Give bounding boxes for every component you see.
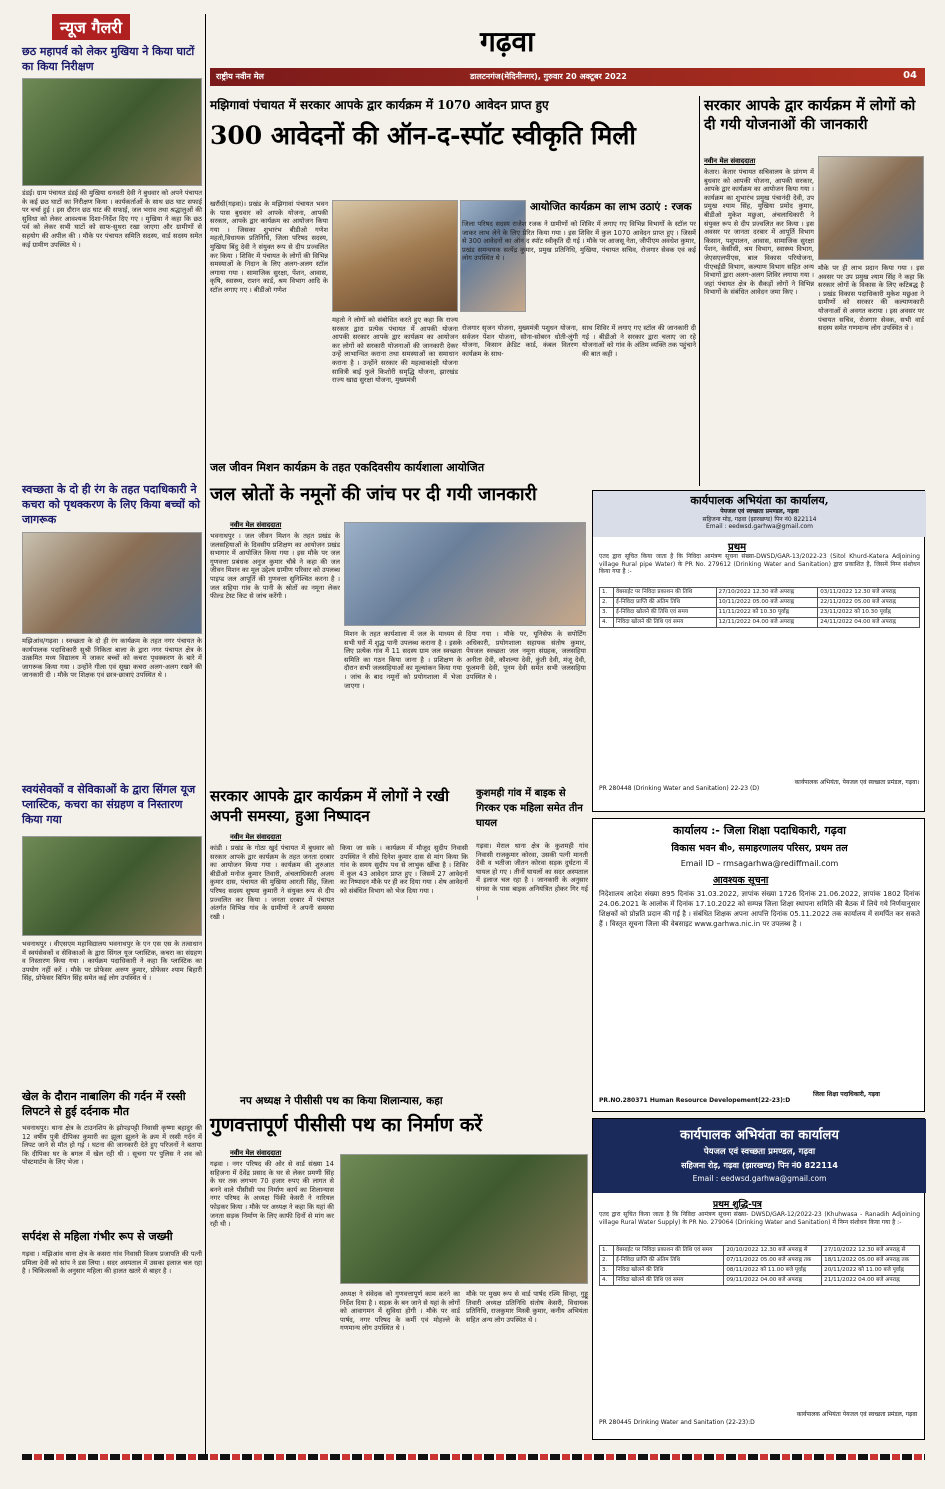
table-cell: 20/10/2022 12.30 बजे अपराह्न से [724, 1246, 822, 1256]
table-cell: ई-निविदा खोलने की तिथि एवं समय [614, 608, 717, 618]
table-cell: 08/11/2022 को 11.00 बजे पूर्वाह्न [724, 1266, 822, 1276]
column-divider [205, 14, 206, 1454]
notice-pr: PR 280445 Drinking Water and Sanitation (22-23):D [599, 1419, 755, 1426]
right-story-headline: सरकार आपके द्वार कार्यक्रम में लोगों को दी गयी योजनाओं की जानकारी [704, 97, 916, 133]
footer-stripe [22, 1454, 925, 1460]
table-cell: वेबसाईट पर निविदा प्रकाशन की तिथि एवं समय [614, 1246, 724, 1256]
table-row [600, 618, 920, 628]
lead-story [210, 96, 699, 452]
notice-text: एतद द्वारा सूचित किया जाता है कि निविदा आमंत्रण सूचना संख्या- DWSD/GAR-12/2022-23 (Khuhwasa - Ranadih Adjoining village Rural Water Supply) के PR No. 279064 (Drinking Water and Sanitation) में निम्न संशोधन किया गया है :- [599, 1211, 922, 1226]
jal-column: दिया गया । मौके पर, यूनिसेफ के सपोर्टिंग अधिकारी, प्रयोगशाला सहायक संतोष कुमार, पेयजल स्वच्छता जल नमूना संग्रहक, जलसहिया अनीता देवी, कौशल्या देवी, कुंती देवी, मंजू देवी, फूलमनी देवी, पूनम देवी समेत सभी जलसहिया उपस्थित थे । [466, 630, 589, 681]
notice-sub: पेयजल एवं स्वच्छता प्रमण्डल, गढ़वा [720, 508, 799, 515]
jal-column: भवनाथपुर । जल जीवन मिशन के तहत प्रखंड के जलसहियाओं के दिवसीय प्रशिक्षण का आयोजन प्रखंड सभागार में आयोजित किया गया । इस मौके पर जल गुणवत्ता प्रबंधक अनुज कुमार चौबे ने कहा की जल जीवन मिशन का मूल उद्देश्य ग्रामीण परिवार को उपलब्ध पाइप्ड जल आपूर्ति की गुणवत्ता सुनिश्चित करना है । जल सहिया गांव के पानी के स्रोतों का नमूना लेकर फील्ड टेस्ट किट से जांच करेंगी । [210, 532, 343, 601]
sub-body: जिला परिषद सदस्य राजेश रजक ने ग्रामीणों को शिविर में लगाए गए विभिन्न विभागों के स्टॉल पर जाकर लाभ लेने के लिए प्रेरित किया गया । इस शिविर में कुल 1070 आवेदन प्राप्त हुए । जिसमें से 300 आवेदनों का ऑन द स्पॉट स्वीकृति दी गई । मौके पर आजसू नेता, जीपीएम अवधेश कुमार, प्रखंड समन्वयक सत्येंद्र कुमार, प्रमुख प्रतिनिधि, मुखिया, पंचायत सचिव, रोजगार सेवक एवं कई लोग उपस्थित थे । [462, 220, 699, 263]
table-cell: 1. [600, 1246, 614, 1256]
table-cell: 4. [600, 618, 614, 628]
table-cell: निविदा खोलने की तिथि एवं समय [614, 618, 717, 628]
bike-body: गढ़वा। मेराल थाना क्षेत्र के कुशमही गांव निवासी राजकुमार कोरवा, उसकी पत्नी मानती देवी व भतीजा जीतन कोरवा सड़क दुर्घटना में घायल हो गए । तीनों घायलों का सदर अस्पताल में इलाज चल रहा है । जानकारी के अनुसार संगवा के पास बाइक अनियंत्रित होकर गिर गई । [476, 842, 591, 902]
sarkar-headline: सरकार आपके द्वार कार्यक्रम में लोगों ने रखी अपनी समस्या, हुआ निष्पादन [210, 787, 449, 825]
lead-headline: 300 आवेदनों की ऑन-द-स्पॉट स्वीकृति मिली [210, 121, 636, 150]
story-photo [22, 532, 202, 634]
story-body: डंडई। ग्राम पंचायत डंडई की मुखिया धनवती देवी ने बुधवार को अपने पंचायत के कई छठ घाटों का निरीक्षण किया । कार्यकर्ताओं के साथ छठ घाट सफाई पर चर्चा हुई । इस दौरान छठ घाट की सफाई, जल भराव तथा श्रद्धालुओं की सुविधा को लेकर आवश्यक दिशा-निर्देश दिए गए । मुखिया ने कहा कि छठ पर्व को लेकर सभी घाटों को साफ-सुथरा रखा जाएगा और ग्रामीणों से सहयोग की अपील की । मौके पर पंचायत समिति सदस्य, वार्ड सदस्य समेत कई ग्रामीण उपस्थित थे । [22, 189, 205, 249]
jal-kicker: जल जीवन मिशन कार्यक्रम के तहत एकदिवसीय कार्यशाला आयोजित [210, 461, 485, 474]
notice-signatory: कार्यपालक अभियंता, पेयजल एवं स्वच्छता प्रमंडल, गढ़वा। [794, 779, 920, 786]
table-cell: 3. [600, 1266, 614, 1276]
table-cell: 1. [600, 588, 614, 598]
table-cell: 18/11/2022 05.00 बजे अपराह्न तक [822, 1256, 920, 1266]
jal-headline: जल स्रोतों के नमूनों की जांच पर दी गयी जानकारी [210, 484, 537, 505]
notice-signatory: जिला शिक्षा पदाधिकारी, गढ़वा [813, 1091, 880, 1098]
notice-email: Email : eedwsd.garhwa@gmail.com [692, 1174, 827, 1183]
table-cell: 12/11/2022 04.00 बजे अपराह्न [716, 618, 818, 628]
pcc-column: गढ़वा । नगर परिषद की ओर से वार्ड संख्या 14 सहिजना में देवेंद्र प्रसाद के घर से लेकर प्रमणी सिंह के घर तक लगभग 70 हजार रुपए की लागत से बनने वाले पीसीसी पथ निर्माण कार्य का शिलान्यास नगर परिषद के अध्यक्ष पिंकी केसरी ने नारियल फोड़कर किया । मौके पर अध्यक्ष ने कहा कि यहां की जनता सड़क निर्माण के लिए काफी दिनों से मांग कर रही थी । [210, 1160, 337, 1229]
lead-kicker: मझिगावां पंचायत में सरकार आपके द्वार कार्यक्रम में 1070 आवेदन प्राप्त हुए [210, 98, 549, 112]
story-headline: स्वयंसेवकों व सेविकाओं के द्वारा सिंगल यूज प्लास्टिक, कचरा का संग्रहण व निस्तारण किया गया [22, 783, 196, 826]
table-cell: 3. [600, 608, 614, 618]
table-row [600, 598, 920, 608]
story-headline: छठ महापर्व को लेकर मुखिया ने किया घाटों का किया निरीक्षण [22, 45, 195, 73]
notice-title: कार्यपालक अभियंता का कार्यालय, [690, 494, 829, 507]
pcc-column: मौके पर मुख्य रूप से वार्ड पार्षद रश्मि सिन्हा, गुड्डू तिवारी अध्यक्ष प्रतिनिधि संतोष केसरी, विधायक प्रतिनिधि, राजकुमार मिस्त्री कुमार, कनीय अभियंता सहित अन्य लोग उपस्थित थे । [466, 1290, 591, 1324]
column-divider [699, 96, 700, 486]
lead-column: साथ शिविर में लगाए गए स्टॉल की जानकारी दी गई । बीडीओ ने सरकार द्वारा चलाए जा रहे योजनाओं को गांव के अंतिम व्यक्ति तक पहुंचाने की बात कही । [582, 324, 699, 358]
news-gallery-label: न्यूज गैलरी [52, 14, 130, 40]
jal-photo [344, 522, 586, 626]
table-cell: निविदा खोलने की तिथि एवं समय [614, 1276, 724, 1286]
table-cell: 21/11/2022 04.00 बजे अपराह्न [822, 1276, 920, 1286]
notice-addr: विकास भवन बी०, समाहरणालय परिसर, प्रथम तल [671, 843, 848, 854]
table-cell: 2. [600, 1256, 614, 1266]
jal-column: मिशन के तहत कार्यशाला में जल के माध्यम से सभी घरों में शुद्ध पानी उपलब्ध कराना है । इसके लिए प्रत्येक गांव में 11 सदस्य ग्राम जल स्वच्छता समिति का गठन किया जाना है । प्रशिक्षण के दौरान सभी जलसहियाओं का मूल्यांकन किया गया । जांच के बाद नमूनों को प्रयोगशाला में भेजा जाएगा । [344, 630, 465, 690]
sarkar-column: किया जा सके । कार्यक्रम में मौजूद सुदीप निवासी उपस्थित ने सीधे दिनेश कुमार दास से मांग किया कि गांव के समय सुदीप पथ से लाभुक खींचा है । शिविर में कुल 43 आवेदन प्राप्त हुए । जिसमें 27 आवेदनों का निष्पादन मौके पर ही कर दिया गया । शेष आवेदनों को संबंधित विभाग को भेज दिया गया । [340, 844, 471, 895]
notice-email: Email : eedwsd.garhwa@gmail.com [705, 523, 814, 531]
story-photo [22, 78, 202, 186]
jal-story [210, 460, 589, 782]
byline: नवीन मेल संवाददाता [704, 157, 756, 165]
notice-addr: सहिजना मोड़, गढ़वा (झारखण्ड) पिन नं0 822114 [702, 515, 817, 523]
table-cell: ई-निविदा प्राप्ति की अंतिम तिथि [614, 1256, 724, 1266]
page-section-title: गढ़वा [480, 25, 535, 58]
table-row [600, 1276, 920, 1286]
table-row [600, 1246, 920, 1256]
pcc-column: अध्यक्ष ने संवेदक को गुणवत्तापूर्ण काम करने का निर्देश दिया है । सड़क के बन जाने से यहां के लोगों को आवागमन में सुविधा होगी । मौके पर वार्ड पार्षद, नगर परिषद के कर्मी एवं मोहल्ले के गणमान्य लोग उपस्थित थे । [340, 1290, 463, 1333]
table-row [600, 1266, 920, 1276]
table-cell: 07/11/2022 05.00 बजे अपराह्न तक [724, 1256, 822, 1266]
right-story-photo [818, 156, 924, 260]
notice-sub: पेयजल एवं स्वच्छता प्रमण्डल, गढ़वा [703, 1147, 816, 1157]
table-cell: 09/11/2022 04.00 बजे अपराह्न [724, 1276, 822, 1286]
table-cell: 27/10/2022 12.30 बजे अपराह्न से [822, 1246, 920, 1256]
table-cell: 22/11/2022 05.00 बजे अपराह्न [818, 598, 920, 608]
table-cell: 11/11/2022 को 10.30 पूर्वाह्न [716, 608, 818, 618]
lead-column: खरौंधी(गढ़वा)। प्रखंड के मझिगावां पंचायत भवन के पास बुधवार को आपके योजना, आपकी सरकार, आपके द्वार कार्यक्रम का आयोजन किया गया । जिसका शुभारंभ बीडीओ गणेश महतो,विधायक प्रतिनिधि, जिला परिषद सदस्य, मुखिया बिंदु देवी ने संयुक्त रूप से दीप प्रज्वलित कर किया । शिविर में पंचायत के लोगों की विभिन्न समस्याओं के निदान के लिए अलग-अलग स्टॉल लगाया गया । सामाजिक सुरक्षा, पेंशन, आवास, कृषि, स्वास्थ्य, राशन कार्ड, श्रम विभाग आदि के स्टॉल लगाए गए । बीडीओ गणेश [210, 200, 331, 294]
table-row [600, 588, 920, 598]
pcc-kicker: नप अध्यक्ष ने पीसीसी पथ का किया शिलान्यास, कहा [240, 1095, 443, 1107]
notice-addr: सहिजना रोड़, गढ़वा (झारखण्ड) पिन नं0 822114 [681, 1161, 838, 1170]
byline: नवीन मेल संवाददाता [230, 833, 282, 841]
notice-header [593, 491, 926, 537]
notice-label: प्रथम शुद्धि-पत्र [713, 1200, 762, 1210]
right-story [704, 96, 927, 486]
table-cell: 20/11/2022 को 11.00 बजे पूर्वाह्न [822, 1266, 920, 1276]
table-cell: 23/11/2022 को 10.30 पूर्वाह्न [818, 608, 920, 618]
notice-title: कार्यालय :- जिला शिक्षा पदाधिकारी, गढ़वा [673, 824, 846, 837]
table-cell: ई-निविदा प्राप्ति की अंतिम तिथि [614, 598, 717, 608]
lead-photo [332, 200, 458, 312]
table-cell: 03/11/2022 12.30 बजे अपराह्न [818, 588, 920, 598]
right-story-body: मौके पर ही लाभ प्रदान किया गया । इस अवसर पर उप प्रमुख श्याम सिंह ने कहा कि सरकार लोगों के विकास के लिए कटिबद्ध है । प्रखंड विकास पदाधिकारी मुकेश मछुआ ने ग्रामीणों को सरकार की कल्याणकारी योजनाओं से अवगत कराया । इस अवसर पर पंचायत सचिव, रोजगार सेवक, सभी वार्ड सदस्य समेत गणमान्य लोग उपस्थित थे । [818, 264, 927, 333]
left-column [22, 14, 205, 1454]
byline: नवीन मेल संवाददाता [230, 1149, 282, 1157]
byline: नवीन मेल संवाददाता [230, 521, 282, 529]
story-headline: खेल के दौरान नाबालिग की गर्दन में रस्सी लिपटने से हुई दर्दनाक मौत [22, 1090, 186, 1118]
sub-headline: आयोजित कार्यक्रम का लाभ उठाएं : रजक [530, 201, 692, 213]
notice-table [599, 587, 920, 628]
bike-headline: कुशमही गांव में बाइक से गिरकर एक महिला समेत तीन घायल [476, 788, 583, 829]
notice-email: Email ID – rmsagarhwa@rediffmail.com [680, 859, 839, 868]
dateline: डालटनगंज(मेदिनीनगर), गुरुवार 20 अक्टूबर 2022 [470, 72, 627, 81]
story-body: भवनाथपुर । वीएसएम महाविद्यालय भवनाथपुर के एन एस एस के तत्वाधान में स्वयंसेवकों व सेविकाओं के द्वारा सिंगल यूज प्लास्टिक, कचरा का संग्रहण व निस्तारण किया गया । कार्यक्रम पदाधिकारी ने कहा कि प्लास्टिक का उपयोग नहीं करें । मौके पर प्रोफेसर अरुण कुमार, प्रोफेसर श्याम बिहारी सिंह, प्रोफेसर बिपिन सिंह समेत कई लोग उपस्थित थे । [22, 940, 205, 983]
right-story-body: केतार। केतार पंचायत सचिवालय के प्रांगण में बुधवार को आपकी योजना, आपकी सरकार, आपके द्वार कार्यक्रम का आयोजन किया गया । कार्यक्रम का शुभारंभ प्रमुख पंचानंदी देवी, उप प्रमुख श्याम सिंह, मुखिया प्रमोद कुमार, बीडीओ मुकेश मछुआ, अंचलाधिकारी ने संयुक्त रूप से दीप प्रज्वलित कर किया । इस अवसर पर जानता दरबार में आपूर्ति विभाग किसान, पशुपालन, आवास, सामाजिक सुरक्षा पेंशन, केसीसी, श्रम विभाग, स्वास्थ्य विभाग, जेएसएलपीएस, बाल विकास परियोजना, पीएचईडी विभाग, कल्याण विभाग सहित अन्य विभागों द्वारा अलग-अलग शिविर लगाया गया । जहां पंचायत क्षेत्र के सैकड़ों लोगों ने विभिन्न विभागों के संबंधित आवेदन जमा किए । [704, 168, 817, 297]
notice-table [599, 1245, 920, 1286]
story-headline: सर्पदंश से महिला गंभीर रूप से जख्मी [22, 1230, 173, 1243]
table-cell: 10/11/2022 05.00 बजे अपराह्न [716, 598, 818, 608]
masthead [210, 18, 925, 90]
sarkar-story [210, 786, 471, 1086]
story-headline: स्वच्छता के दो ही रंग के तहत पदाधिकारी ने कचरा को पृथक्करण के लिए किया बच्चों को जागरूक [22, 483, 200, 526]
bike-story [476, 786, 591, 1086]
table-cell: निविदा खोलने की तिथि [614, 1266, 724, 1276]
notice-header [593, 1119, 926, 1193]
pcc-photo [340, 1154, 588, 1284]
table-cell: वेबसाईट पर निविदा प्रकाशन की तिथि [614, 588, 717, 598]
notice-text: एतद द्वारा सूचित किया जाता है कि निविदा आमंत्रण सूचना संख्या-DWSD/GAR-13/2022-23 (Sitol Khurd-Katera Adjoining village Rural pipe Water) के PR No. 279612 (Drinking Water and Sanitation) द्वारा प्रकाशित है, जिसमें निम्न संशोधन किया गया है :- [599, 553, 922, 576]
lead-column: रोजगार सृजन योजना, मुख्यमंत्री पशुधन योजना, सर्वजन पेंशन योजना, सोना-सोबरन धोती-लुंगी योजना, किसान क्रेडिट कार्ड, कंबल वितरण कार्यक्रम के साथ- [462, 324, 581, 358]
notice-label: आवश्यक सूचना [713, 875, 769, 886]
table-cell: 4. [600, 1276, 614, 1286]
story-body: मझिआंव/गढ़वा । स्वच्छता के दो ही रंग कार्यक्रम के तहत नगर पंचायत के कार्यपालक पदाधिकारी सुश्री निकिता बाला के द्वारा नगर पंचायत क्षेत्र के उत्क्रमित मध्य विद्यालय में जाकर बच्चों को कचरा पृथक्करण के बारे में जागरूक किया गया । उन्होंने गीला एवं सूखा कचरा अलग-अलग रखने की जानकारी दी । मौके पर शिक्षक एवं छात्र-छात्राएं उपस्थित थे । [22, 637, 205, 680]
corrigendum-notice [592, 1118, 925, 1440]
table-row [600, 608, 920, 618]
pcc-headline: गुणवत्तापूर्ण पीसीसी पथ का निर्माण करें [210, 1114, 483, 1136]
notice-pr: PR 280448 (Drinking Water and Sanitation) 22-23 (D) [599, 785, 760, 792]
table-row [600, 1256, 920, 1266]
notice-title: कार्यपालक अभियंता का कार्यालय [680, 1128, 839, 1143]
table-cell: 27/10/2022 12.30 बजे अपराह्न [716, 588, 818, 598]
notice-signatory: कार्यपालक अभियंता पेयजल एवं स्वच्छता प्रमंडल, गढ़वा [796, 1411, 918, 1418]
notice-text: निदेशालय आदेश संख्या 895 दिनांक 31.03.2022, ज्ञापांक संख्या 1726 दिनांक 21.06.2022, ज्ञापांक 1802 दिनांक 24.06.2021 के आलोक में दिनांक 17.10.2022 को सम्पन्न जिला शिक्षा स्थापना समिति की बैठक में लिये गये निर्णयानुसार शिक्षकों को प्रोन्नति प्रदान की गई है । संबंधित शिक्षक अपना आपत्ति दिनांक 05.11.2022 तक कार्यालय में समर्पित कर सकते हैं । विस्तृत सूचना जिला की वेबसाइट www.garhwa.nic.in पर उपलब्ध है । [599, 890, 923, 928]
story-body: भवनाथपुर। थाना क्षेत्र के टाउनशिप के झोपड़पट्टी निवासी कृष्णा बहादुर की 12 वर्षीय पुत्री दीपिका कुमारी का झूला झूलने के क्रम में रस्सी गर्दन में लिपट जाने से मौत हो गई । घटना की जानकारी देते हुए परिजनों ने बताया कि दीपिका घर के बगल में खेल रही थी । सूचना पर पुलिस ने शव को पोस्टमार्टम के लिए भेजा । [22, 1124, 205, 1167]
sarkar-column: कांडी । प्रखंड के गोठा खुर्द पंचायत में बुधवार को सरकार आपके द्वार कार्यक्रम के तहत जनता दरबार का आयोजन किया गया । कार्यक्रम की शुरुआत बीडीओ मनोज कुमार तिवारी, अंचलाधिकारी अजय कुमार दास, पंचायत की मुखिया आरती सिंह, जिला परिषद सदस्य सुषमा कुमारी ने संयुक्त रूप से दीप प्रज्वलित कर किया । जनता दरबार में पंचायत अंतर्गत विभिन्न गांव के ग्रामीणों ने अपनी समस्या रखी । [210, 844, 337, 921]
page-number: 04 [903, 70, 917, 81]
lead-column: महतो ने लोगों को संबोधित करते हुए कहा कि राज्य सरकार द्वारा प्रत्येक पंचायत में आपकी योजना आपकी सरकार आपके द्वार कार्यक्रम का आयोजन कर लोगों को सरकारी योजनाओं की जानकारी देकर उन्हें लाभान्वित कराना तथा समस्याओं का समाधान कराना है । उन्होंने सरकार की महत्वाकांक्षी योजना सावित्री बाई फुले किशोरी समृद्धि योजना, झारखंड राज्य खाद्य सुरक्षा योजना, मुख्यमंत्री [332, 316, 461, 385]
story-body: गढ़वा । मझिआंव थाना क्षेत्र के कसरा गांव निवासी विजय प्रजापति की पत्नी प्रमिला देवी को सांप ने डस लिया । सदर अस्पताल में उसका इलाज चल रहा है । चिकित्सकों के अनुसार महिला की हालत खतरे से बाहर है । [22, 1250, 205, 1276]
story-photo [22, 836, 202, 936]
masthead-bar [210, 68, 925, 86]
table-cell: 24/11/2022 04.00 बजे अपराह्न [818, 618, 920, 628]
notice-pr: PR.NO.280371 Human Resource Developement(22-23):D [599, 1097, 791, 1104]
education-notice [592, 818, 925, 1112]
tender-notice [592, 490, 925, 812]
paper-name: राष्ट्रीय नवीन मेल [216, 72, 264, 81]
table-cell: 2. [600, 598, 614, 608]
notice-label: प्रथम [728, 542, 747, 553]
pcc-story [210, 1094, 591, 1438]
